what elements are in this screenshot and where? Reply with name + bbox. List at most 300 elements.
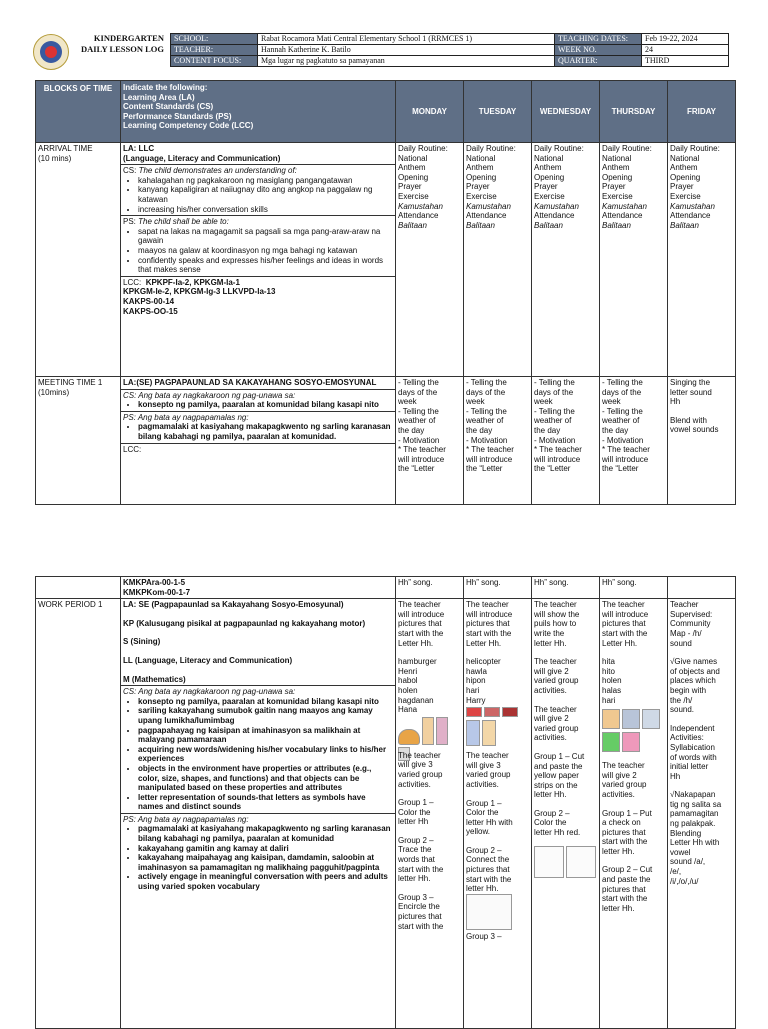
text-cell: week <box>398 397 417 407</box>
text-cell: words that <box>398 855 435 865</box>
text-cell: will introduce <box>466 454 513 464</box>
text-cell: activities. <box>534 733 567 743</box>
text-cell: • maayos na galaw at koordinasyon ng mga bahagi ng katawan <box>138 246 393 256</box>
meeting-indicators <box>121 377 396 505</box>
text-cell: • increasing his/her conversation skills <box>138 205 393 215</box>
text-cell: habol <box>398 676 418 686</box>
text-cell: The teacher <box>398 750 441 760</box>
doc-title <box>81 33 164 55</box>
text-cell: start with the <box>398 864 444 874</box>
text-cell: Attendance <box>466 211 507 221</box>
text-cell: activities. <box>398 779 431 789</box>
work-wednesday <box>532 599 600 1029</box>
text-cell: start with the <box>398 628 444 638</box>
text-cell: sariling kakayahang sumubok gaitin nang maayos ang kamay upang lumikha/lumimbag <box>138 706 373 725</box>
text-cell: Exercise <box>398 191 429 201</box>
text-cell: Performance Standards (PS) <box>123 111 232 121</box>
text-cell: weather of <box>466 416 504 426</box>
text-cell: Anthem <box>602 163 630 173</box>
text-cell: Group 2 – <box>534 808 570 818</box>
text-cell: will give 3 <box>398 760 433 770</box>
text-cell: - Telling the <box>466 378 507 387</box>
text-cell: Group 2 – <box>398 835 434 845</box>
text-cell: varied group <box>534 676 579 686</box>
text-cell: KAKPS-OO-15 <box>123 306 178 316</box>
meeting-monday <box>396 377 464 505</box>
text-cell: Daily Routine: <box>398 144 448 153</box>
text-cell: yellow paper <box>534 771 579 781</box>
arrival-indicators <box>121 143 396 377</box>
text-cell: Letter Hh. <box>466 638 502 648</box>
text-cell: activities. <box>534 685 567 695</box>
text-cell: Hh” song. <box>464 577 532 599</box>
text-cell: Balitaan <box>670 220 699 230</box>
worksheet-tuesday <box>466 894 529 933</box>
text-cell: weather of <box>534 416 572 426</box>
text-cell: • confidently speaks and expresses his/her feelings and ideas in words that makes sense <box>138 256 393 275</box>
text-cell: Learning Area (LA) <box>123 92 195 102</box>
text-cell: a check on <box>602 818 641 828</box>
text-cell: days of the <box>466 387 506 397</box>
text-cell: objects in the environment have properties or attributes (e.g., color, size, shapes, and functions) and that objects can be manipulated based on these properties and attributes <box>138 763 372 793</box>
text-cell: The teacher <box>602 600 645 610</box>
text-cell: hamburger <box>398 657 437 667</box>
text-cell: varied group <box>534 723 579 733</box>
col-indicate <box>121 81 396 143</box>
text-cell: will introduce <box>398 454 445 464</box>
text-cell: sound /a/, <box>670 857 706 867</box>
text-cell: ng palakpak. <box>670 819 716 829</box>
text-cell: - Telling the <box>534 378 575 387</box>
text-cell: and paste the <box>534 761 583 771</box>
text-cell: kakayahang maipahayag ang kaisipan, damdamin, saloobin at imahinasyon sa pamamagitan ng malikhaing pagguhit/pagpinta <box>138 853 380 872</box>
text-cell: * The teacher <box>602 445 650 455</box>
text-cell: the day <box>398 425 425 435</box>
text-cell: letter Hh. <box>398 874 431 884</box>
text-cell: LL (Language, Literacy and Communication) <box>123 655 293 665</box>
meeting-tuesday <box>464 377 532 505</box>
text-cell: Daily Routine: <box>534 144 584 153</box>
work-indicators <box>121 599 396 1029</box>
work-tuesday <box>464 599 532 1029</box>
text-cell: Hh <box>670 771 681 781</box>
text-cell: vowel sounds <box>670 425 719 435</box>
arrival-block <box>36 143 121 377</box>
text-cell: varied group <box>602 780 647 790</box>
hh-pictures-monday <box>398 715 461 751</box>
text-cell: Independent <box>670 723 715 733</box>
text-cell: konsepto ng pamilya, paaralan at komunidad bilang kasapi nito <box>138 400 379 410</box>
text-cell: week <box>602 397 621 407</box>
text-cell: CS: Ang bata ay nagkakaroon ng pag-unawa sa: <box>123 687 296 697</box>
text-cell: start with the <box>398 921 444 931</box>
text-cell: KAKPS-00-14 <box>123 296 175 306</box>
text-cell: Opening <box>602 172 633 182</box>
text-cell: Opening <box>534 172 565 182</box>
arrival-row <box>36 143 736 377</box>
text-cell: the “Letter <box>534 464 571 474</box>
text-cell: PS: <box>123 217 139 227</box>
text-cell: Connect the <box>466 855 510 865</box>
text-cell: Kamustahan <box>670 201 715 211</box>
text-cell: Attendance <box>398 211 439 221</box>
text-cell: Balitaan <box>602 220 631 230</box>
hh-pictures-tuesday <box>466 705 529 751</box>
text-cell: the “Letter <box>466 464 503 474</box>
hh-pictures-thursday <box>602 705 665 761</box>
deped-logo <box>33 34 69 70</box>
text-cell: National <box>398 153 428 163</box>
text-cell: CS: Ang bata ay nagkakaroon ng pag-unawa sa: <box>123 390 296 400</box>
text-cell: The teacher <box>534 657 577 667</box>
text-cell: pictures that <box>602 827 646 837</box>
text-cell: will show the <box>534 609 580 619</box>
text-cell: /e/, <box>670 867 682 877</box>
text-cell: Kamustahan <box>398 201 443 211</box>
arrival-friday <box>668 143 736 377</box>
text-cell: varied group <box>466 770 511 780</box>
text-cell: weather of <box>602 416 640 426</box>
lcc-continued-row <box>36 577 736 599</box>
text-cell: Hana <box>398 705 418 715</box>
text-cell: Balitaan <box>398 220 427 230</box>
text-cell: LCC: <box>121 443 395 455</box>
text-cell: Group 1 – Cut <box>534 751 585 761</box>
text-cell: Prayer <box>602 182 626 192</box>
text-cell: Exercise <box>466 191 497 201</box>
text-cell: strips on the <box>534 780 578 790</box>
text-cell: hita <box>602 657 615 667</box>
text-cell: TEACHER: <box>171 45 258 56</box>
text-cell: PS: Ang bata ay nagpapamalas ng: <box>123 814 249 824</box>
text-cell: Anthem <box>398 163 426 173</box>
text-cell: pictures that <box>466 619 510 629</box>
text-cell: pamamagitan <box>670 809 719 819</box>
text-cell: PS: Ang bata ay nagpapamalas ng: <box>123 412 249 422</box>
text-cell: - Motivation <box>466 435 508 445</box>
text-cell: Letter Hh with <box>670 838 720 848</box>
text-cell: will introduce <box>534 454 581 464</box>
text-cell: Opening <box>670 172 701 182</box>
text-cell: LA: LLC <box>123 144 155 153</box>
text-cell: Map - /h/ <box>670 628 702 638</box>
text-cell: Hh” song. <box>600 577 668 599</box>
text-cell: QUARTER: <box>555 56 642 67</box>
text-cell: pictures that <box>602 884 646 894</box>
work-thursday <box>600 599 668 1029</box>
text-cell: The teacher <box>602 761 645 771</box>
text-cell: Prayer <box>534 182 558 192</box>
text-cell: the /h/ <box>670 695 693 705</box>
text-cell: Daily Routine: <box>466 144 516 153</box>
col-wednesday: WEDNESDAY <box>532 81 600 143</box>
text-cell: (10 mins) <box>38 153 72 163</box>
text-cell: hito <box>602 666 615 676</box>
text-cell: actively engage in meaningful conversation with peers and adults using varied spoken vocabulary <box>138 872 388 892</box>
text-cell: KP (Kalusugang pisikal at pagpapaunlad ng kakayahang motor) <box>123 618 366 628</box>
text-cell: Feb 19-22, 2024 <box>642 34 729 45</box>
meeting-thursday <box>600 377 668 505</box>
text-cell: Encircle the <box>398 902 440 912</box>
text-cell: Prayer <box>670 182 694 192</box>
text-cell: - Motivation <box>534 435 576 445</box>
text-cell: Daily Routine: <box>670 144 720 153</box>
text-cell: Group 1 – Put <box>602 808 652 818</box>
text-cell: LA: SE (Pagpapaunlad sa Kakayahang Sosyo-Emosyunal) <box>123 600 344 610</box>
text-cell: letter Hh with <box>466 817 513 827</box>
text-cell: Kamustahan <box>466 201 511 211</box>
text-cell: Exercise <box>602 191 633 201</box>
text-cell: KPKPF-Ia-2, KPKGM-Ia-1 <box>145 277 240 287</box>
text-cell: TEACHING DATES: <box>555 34 642 45</box>
arrival-monday <box>396 143 464 377</box>
text-cell: sound <box>670 638 692 648</box>
text-cell: * The teacher <box>398 445 446 455</box>
text-cell: Blending <box>670 828 702 838</box>
meeting-row <box>36 377 736 505</box>
text-cell: the “Letter <box>398 464 435 474</box>
text-cell: Harry <box>466 695 486 705</box>
text-cell: Supervised: <box>670 609 713 619</box>
text-cell: will introduce <box>398 609 445 619</box>
text-cell: Syllabication <box>670 742 715 752</box>
text-cell: hari <box>602 695 616 705</box>
work-friday <box>668 599 736 1029</box>
text-cell: pictures that <box>398 912 442 922</box>
text-cell: Exercise <box>670 191 701 201</box>
text-cell: Trace the <box>398 845 432 855</box>
text-cell: Attendance <box>534 211 575 221</box>
text-cell: The teacher <box>398 600 441 610</box>
text-cell: vowel <box>670 847 691 857</box>
text-cell: Exercise <box>534 191 565 201</box>
text-cell: Group 2 – <box>466 845 502 855</box>
text-cell: will give 2 <box>602 770 637 780</box>
text-cell: Letter Hh. <box>398 638 434 648</box>
col-thursday: THURSDAY <box>600 81 668 143</box>
text-cell: KINDERGARTEN <box>93 33 164 43</box>
text-cell: places which <box>670 676 716 686</box>
text-cell: hawla <box>466 666 487 676</box>
text-cell: Hannah Katherine K. Batilo <box>258 45 555 56</box>
text-cell: initial letter <box>670 762 709 772</box>
text-cell: will introduce <box>466 609 513 619</box>
col-tuesday: TUESDAY <box>464 81 532 143</box>
text-cell: holen <box>398 685 418 695</box>
text-cell: Opening <box>466 172 497 182</box>
text-cell: 24 <box>642 45 729 56</box>
text-cell: Daily Routine: <box>602 144 652 153</box>
text-cell: Attendance <box>670 211 711 221</box>
text-cell: Balitaan <box>466 220 495 230</box>
text-cell: Prayer <box>466 182 490 192</box>
text-cell: The child shall be able to: <box>138 217 229 227</box>
text-cell: The teacher <box>466 751 509 761</box>
text-cell: Hh” song. <box>532 577 600 599</box>
text-cell: start with the <box>602 894 648 904</box>
text-cell: hagdanan <box>398 695 434 705</box>
text-cell: the day <box>602 425 629 435</box>
text-cell: pictures that <box>602 619 646 629</box>
text-cell: The teacher <box>534 704 577 714</box>
text-cell: - Telling the <box>602 406 643 416</box>
text-cell: Hh” song. <box>396 577 464 599</box>
text-cell: THIRD <box>642 56 729 67</box>
text-cell: CS: <box>123 166 139 176</box>
meeting-friday <box>668 377 736 505</box>
text-cell: Kamustahan <box>602 201 647 211</box>
text-cell: Letter Hh. <box>602 638 638 648</box>
text-cell: Activities: <box>670 733 704 743</box>
text-cell: WEEK NO. <box>555 45 642 56</box>
text-cell: - Telling the <box>466 406 507 416</box>
text-cell: Rabat Rocamora Mati Central Elementary School 1 (RRMCES 1) <box>258 34 555 45</box>
text-cell: letter sound <box>670 387 712 397</box>
text-cell: week <box>466 397 485 407</box>
text-cell: letter representation of sounds-that letters as symbols have names and distinct sounds <box>138 792 366 812</box>
text-cell: pagmamalaki at kasiyahang makapagkwento ng sarling karanasan bilang kabahagi ng pamilya, paaralan at komunidad <box>138 824 391 844</box>
text-cell: Learning Competency Code (LCC) <box>123 121 254 130</box>
text-cell: (10mins) <box>38 387 70 397</box>
text-cell: Group 1 – <box>466 798 502 808</box>
text-cell: Singing the <box>670 378 711 387</box>
text-cell: weather of <box>398 416 436 426</box>
text-cell: pictures that <box>466 865 510 875</box>
text-cell: Indicate the following: <box>123 83 208 92</box>
text-cell: Community <box>670 619 711 629</box>
text-cell: Balitaan <box>534 220 563 230</box>
text-cell: puils how to <box>534 619 577 629</box>
work-block: WORK PERIOD 1 <box>36 599 121 1029</box>
lesson-table-page1 <box>35 80 736 505</box>
text-cell: M (Mathematics) <box>123 674 186 684</box>
text-cell: acquiring new words/widening his/her vocabulary links to his/her experiences <box>138 744 387 764</box>
text-cell: letter Hh. <box>602 846 635 856</box>
text-cell: days of the <box>602 387 642 397</box>
text-cell: letter Hh. <box>534 638 567 648</box>
text-cell: - Motivation <box>602 435 644 445</box>
text-cell: varied group <box>398 769 443 779</box>
text-cell: √Nakapapan <box>670 790 716 800</box>
text-cell: halas <box>602 685 622 695</box>
text-cell: Color the <box>466 808 499 818</box>
lesson-table-page2 <box>35 576 736 1029</box>
text-cell: MEETING TIME 1 <box>38 378 103 387</box>
text-cell: and paste the <box>602 875 651 885</box>
text-cell: ARRIVAL TIME <box>38 144 93 153</box>
header-info-table <box>170 33 729 67</box>
text-cell: S (Sining) <box>123 637 161 647</box>
text-cell: • sapat na lakas na magagamit sa pagsali sa mga pang-araw-araw na gawain <box>138 227 393 246</box>
worksheet-wednesday <box>534 838 597 881</box>
text-cell: Group 2 – Cut <box>602 865 653 875</box>
text-cell: Content Standards (CS) <box>123 102 214 111</box>
text-cell: (Language, Literacy and Communication) <box>123 153 281 163</box>
text-cell: - Motivation <box>398 435 440 445</box>
text-cell: Anthem <box>670 163 698 173</box>
meeting-wednesday <box>532 377 600 505</box>
text-cell: LCC: <box>123 277 142 287</box>
text-cell: start with the <box>466 874 512 884</box>
text-cell: the day <box>534 425 561 435</box>
text-cell: letter Hh red. <box>534 828 581 838</box>
work-period-row <box>36 599 736 1029</box>
text-cell: Anthem <box>466 163 494 173</box>
text-cell: DAILY LESSON LOG <box>81 44 164 54</box>
text-cell: letter Hh. <box>534 790 567 800</box>
text-cell: will give 2 <box>534 666 569 676</box>
text-cell: letter Hh. <box>466 884 499 894</box>
text-cell: Mga lugar ng pagkatuto sa pamayanan <box>258 56 555 67</box>
col-monday: MONDAY <box>396 81 464 143</box>
text-cell: week <box>534 397 553 407</box>
text-cell: Opening <box>398 172 429 182</box>
text-cell: hari <box>466 685 480 695</box>
text-cell: of words with <box>670 752 717 762</box>
text-cell: • kanyang kapaligiran at naiiugnay dito ang angkop na paggalaw ng katawan <box>138 185 393 204</box>
work-monday <box>396 599 464 1029</box>
text-cell: will introduce <box>602 609 649 619</box>
text-cell: * The teacher <box>466 445 514 455</box>
text-cell: The teacher <box>534 600 577 610</box>
arrival-thursday <box>600 143 668 377</box>
text-cell: - Telling the <box>398 378 439 387</box>
arrival-wednesday <box>532 143 600 377</box>
text-cell: The teacher <box>466 600 509 610</box>
text-cell: Group 3 – <box>466 932 502 942</box>
text-cell: pagpapahayag ng kaisipan at imahinasyon sa malikhain at malayang pamamaraan <box>138 725 361 745</box>
text-cell: write the <box>534 628 565 638</box>
text-cell: of objects and <box>670 666 720 676</box>
text-cell: helicopter <box>466 657 501 667</box>
text-cell: Color the <box>398 807 431 817</box>
text-cell: start with the <box>602 837 648 847</box>
text-cell: Prayer <box>398 182 422 192</box>
text-cell: CONTENT FOCUS: <box>171 56 258 67</box>
text-cell: will give 2 <box>534 714 569 724</box>
text-cell: konsepto ng pamilya, paaralan at komunidad bilang kasapi nito <box>138 696 379 706</box>
text-cell: Attendance <box>602 211 643 221</box>
text-cell: start with the <box>602 628 648 638</box>
text-cell: SCHOOL: <box>171 34 258 45</box>
text-cell: Hh <box>670 397 681 407</box>
text-cell: activities. <box>602 789 635 799</box>
text-cell: LA:(SE) PAGPAPAUNLAD SA KAKAYAHANG SOSYO-EMOSYUNAL <box>123 378 377 387</box>
text-cell: Henri <box>398 666 418 676</box>
text-cell: letter Hh <box>398 817 429 827</box>
text-cell: Blend with <box>670 415 707 425</box>
text-cell: the day <box>466 425 493 435</box>
text-cell: pagmamalaki at kasiyahang makapagkwento ng sarling karanasan bilang kabahagi ng pamilya, paaralan at komunidad. <box>138 422 391 441</box>
text-cell: • kahalagahan ng pagkakaroon ng masiglang pangangatawan <box>138 176 393 186</box>
meeting-block <box>36 377 121 505</box>
text-cell: pictures that <box>398 619 442 629</box>
text-cell: yellow. <box>466 827 491 837</box>
text-cell: - Telling the <box>602 378 643 387</box>
arrival-tuesday <box>464 143 532 377</box>
text-cell: hipon <box>466 676 486 686</box>
text-cell: National <box>670 153 700 163</box>
text-cell: sound. <box>670 705 695 715</box>
text-cell: KMKPKom-00-1-7 <box>123 587 191 597</box>
text-cell: Group 3 – <box>398 892 434 902</box>
text-cell: /i/,/o/,/u/ <box>670 876 699 886</box>
text-cell: activities. <box>466 779 499 789</box>
text-cell: Group 1 – <box>398 798 434 808</box>
text-cell: tig ng salita sa <box>670 799 722 809</box>
text-cell: Teacher <box>670 600 699 610</box>
text-cell: - Telling the <box>534 406 575 416</box>
